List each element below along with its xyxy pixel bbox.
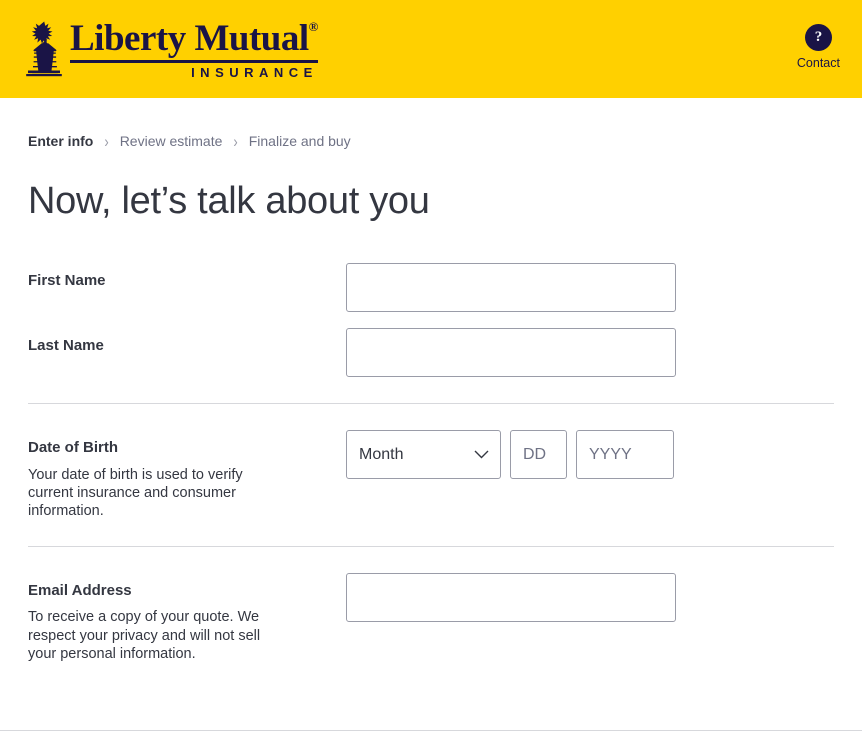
breadcrumb-item-review-estimate[interactable]: Review estimate xyxy=(119,133,223,149)
contact-button[interactable] xyxy=(797,24,840,70)
logo-wordmark: Liberty Mutual® xyxy=(70,17,318,59)
last-name-input[interactable] xyxy=(346,328,676,377)
email-input-col xyxy=(346,573,834,622)
statue-of-liberty-icon xyxy=(24,20,64,78)
email-help-text: To receive a copy of your quote. We respect your privacy and will not sell your personal information. xyxy=(28,609,261,662)
last-name-input-col xyxy=(346,328,834,377)
quote-form xyxy=(0,263,862,663)
field-email-address xyxy=(28,573,834,663)
logo-wordmark-block xyxy=(70,17,318,80)
last-name-label: Last Name xyxy=(28,337,104,354)
first-name-input-col xyxy=(346,263,834,312)
first-name-label-col xyxy=(28,263,346,291)
email-input[interactable] xyxy=(346,573,676,622)
first-name-label: First Name xyxy=(28,272,106,289)
email-label: Email Address xyxy=(28,581,132,599)
dob-label: Date of Birth xyxy=(28,439,118,456)
contact-label: Contact xyxy=(796,56,840,70)
logo-subtitle: INSURANCE xyxy=(191,64,318,80)
breadcrumb xyxy=(0,118,862,164)
dob-label-col xyxy=(28,430,346,520)
dob-input-col xyxy=(346,430,834,479)
dob-year-input[interactable] xyxy=(576,430,674,479)
breadcrumb-item-enter-info[interactable]: Enter info xyxy=(28,133,94,149)
field-last-name xyxy=(28,328,834,377)
liberty-mutual-logo[interactable] xyxy=(24,17,318,80)
last-name-label-col xyxy=(28,328,346,356)
dob-month-select[interactable] xyxy=(346,430,501,479)
chevron-right-icon: › xyxy=(104,131,109,151)
registered-mark: ® xyxy=(308,18,318,34)
chevron-right-icon: › xyxy=(233,131,238,151)
page-title: Now, let’s talk about you xyxy=(28,180,430,222)
dob-month-select-wrap xyxy=(346,430,501,479)
field-first-name xyxy=(28,263,834,312)
field-date-of-birth xyxy=(28,430,834,520)
breadcrumb-item-finalize-and-buy[interactable]: Finalize and buy xyxy=(248,133,351,149)
question-mark-icon: ? xyxy=(805,24,832,51)
first-name-input[interactable] xyxy=(346,263,676,312)
section-divider xyxy=(28,546,834,547)
logo-divider xyxy=(70,60,318,63)
section-divider xyxy=(28,403,834,404)
site-header xyxy=(0,0,862,98)
email-label-col xyxy=(28,573,346,663)
dob-help-text: Your date of birth is used to verify current insurance and consumer information. xyxy=(28,466,243,519)
dob-day-input[interactable] xyxy=(510,430,567,479)
